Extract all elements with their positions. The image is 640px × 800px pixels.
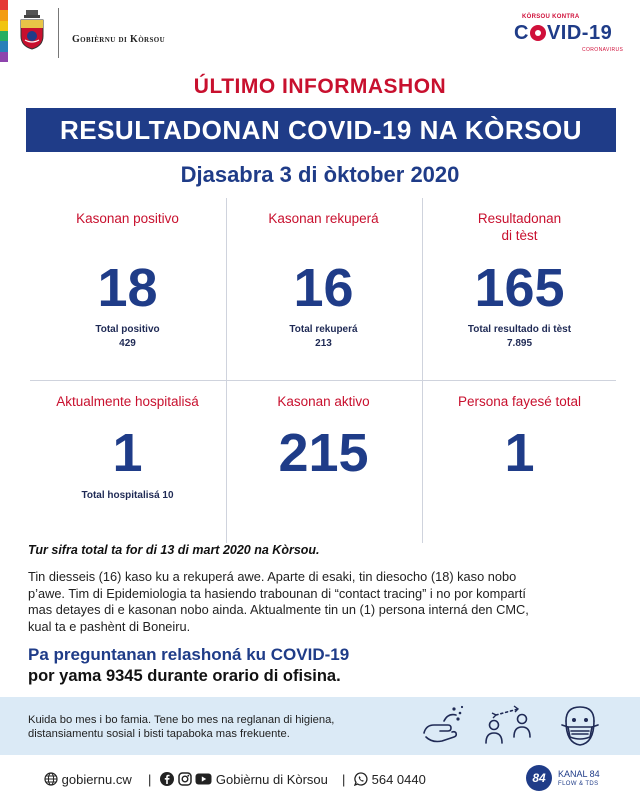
hygiene-line: distansiamentu sosial i bisti tapaboka mas frekuente. <box>28 728 290 740</box>
footer-separator: | <box>148 772 152 787</box>
stat-cell-positive <box>30 198 225 380</box>
stat-label: Kasonan rekuperá <box>268 211 379 226</box>
covid-logo-main-pre: C <box>514 22 529 44</box>
kanal84-label <box>558 769 600 789</box>
covid-logo-main-post: VID-19 <box>546 22 613 44</box>
summary-line: Tin diesseis (16) kaso ku a rekuperá awe. Aparte di esaki, tin diesocho (18) kaso nobo <box>28 569 517 584</box>
kanal84-logo: 84 <box>526 765 552 791</box>
summary-line: mas detayes di e kasonan nobo ainda. Aktualmente tin un (1) persona interná den CMC, <box>28 602 529 617</box>
summary-line: p’awe. Tim di Epidemiologia ta hasiendo trabounan di “contact tracing” i no por kompartí <box>28 585 526 601</box>
website-link[interactable]: gobiernu.cw <box>61 772 132 787</box>
stat-total-label: Total hospitalisá 10 <box>81 490 174 501</box>
stat-value: 16 <box>293 258 354 318</box>
stat-cell-active <box>226 381 421 543</box>
face-mask-icon <box>556 703 604 749</box>
stat-total-label: Total rekuperá <box>289 324 358 335</box>
footer-separator: | <box>342 772 346 787</box>
stat-label-line2: di tèst <box>501 228 538 243</box>
stat-label: Aktualmente hospitalisá <box>56 394 199 409</box>
stats-grid <box>30 198 616 543</box>
footer-website[interactable] <box>44 772 132 787</box>
kanal84-name: KANAL 84 <box>558 769 600 779</box>
main-title-banner: RESULTADONAN COVID-19 NA KÒRSOU <box>26 108 616 152</box>
header-divider <box>58 8 59 58</box>
hygiene-line: Kuida bo mes i bo famia. Tene bo mes na reglanan di higiena, <box>28 714 335 726</box>
stat-value: 18 <box>97 258 158 318</box>
stat-total-value: 213 <box>315 338 332 349</box>
kicker-heading: ÚLTIMO INFORMASHON <box>193 75 447 98</box>
footer <box>0 762 640 800</box>
stat-total-value: 7.895 <box>506 338 533 349</box>
footer-social[interactable] <box>160 772 328 787</box>
government-name: Gobièrnu di Kòrsou <box>72 34 166 45</box>
hand-washing-icon <box>418 703 466 749</box>
covid-logo-sub-text: CORONAVIRUS <box>582 47 624 53</box>
stat-total-label: Total resultado di tèst <box>467 324 572 335</box>
stat-label: Kasonan positivo <box>76 211 179 226</box>
stat-value: 165 <box>474 258 565 318</box>
stat-cell-tests <box>422 198 617 380</box>
footer-phone[interactable] <box>354 772 426 787</box>
hygiene-band <box>0 697 640 755</box>
stat-label-line1: Resultadonan <box>477 211 562 226</box>
hotline-heading: Pa preguntanan relashoná ku COVID-19 <box>28 645 350 664</box>
summary-paragraph <box>28 569 616 635</box>
stat-label: Kasonan aktivo <box>277 394 370 409</box>
whatsapp-icon <box>354 772 368 786</box>
report-date: Djasabra 3 di òktober 2020 <box>180 162 460 187</box>
globe-icon <box>44 772 58 786</box>
instagram-icon[interactable] <box>178 772 192 786</box>
facebook-icon[interactable] <box>160 772 174 786</box>
header <box>0 0 640 70</box>
stat-value: 1 <box>112 423 143 483</box>
totals-note: Tur sifra total ta for di 13 di mart 2020 na Kòrsou. <box>28 543 320 557</box>
hygiene-text <box>28 713 398 741</box>
stat-label: Persona fayesé total <box>457 394 582 409</box>
covid-logo-main <box>514 22 612 45</box>
phone-number[interactable]: 564 0440 <box>371 772 426 787</box>
coat-of-arms-icon <box>18 10 46 50</box>
covid-logo-top-text: KÒRSOU KONTRA <box>522 14 580 20</box>
color-strip <box>0 0 8 62</box>
social-handle[interactable]: Gobièrnu di Kòrsou <box>215 772 328 787</box>
stat-value: 1 <box>504 423 535 483</box>
stat-value: 215 <box>278 423 369 483</box>
covid-logo <box>508 14 624 60</box>
youtube-icon[interactable] <box>195 772 212 786</box>
stat-cell-hospitalized <box>30 381 225 543</box>
stat-cell-deceased <box>422 381 617 543</box>
stat-cell-recovered <box>226 198 421 380</box>
virus-icon <box>530 25 546 41</box>
summary-line: kual ta e pashènt di Boneiru. <box>28 618 191 634</box>
stat-total-label: Total positivo <box>95 324 160 335</box>
social-distancing-icon <box>484 703 532 749</box>
stat-total-value: 429 <box>119 338 136 349</box>
hotline-number: por yama 9345 durante orario di ofisina. <box>28 667 341 685</box>
kanal84-sub: FLOW & TDS <box>558 781 599 787</box>
